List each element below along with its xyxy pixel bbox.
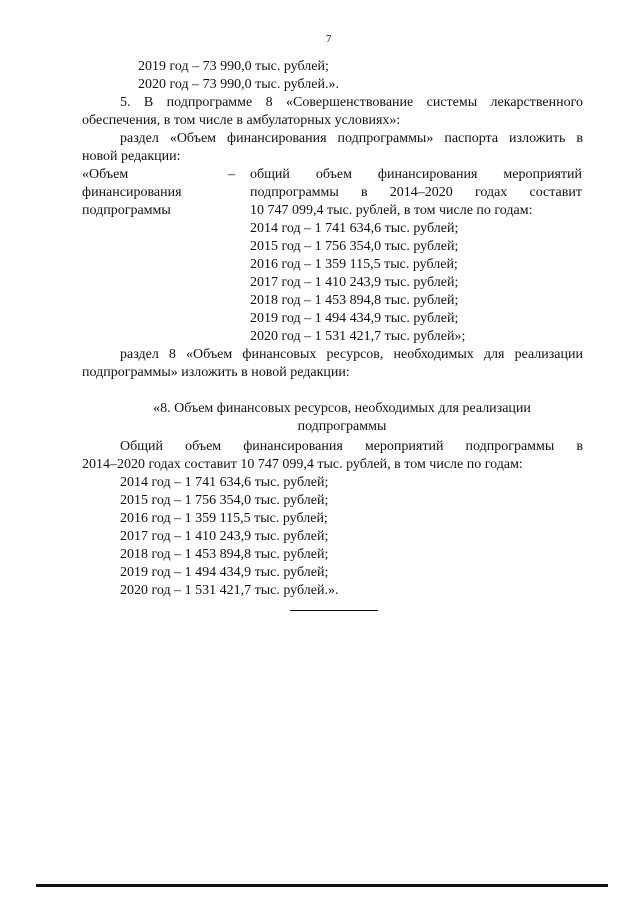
passport-dash: – [228,167,235,182]
bottom-edge-line [36,884,608,887]
page-number: 7 [326,33,332,45]
passport-year-line: 2019 год – 1 494 434,9 тыс. рублей; [250,311,459,326]
section8-year-line: 2017 год – 1 410 243,9 тыс. рублей; [120,529,329,544]
passport-value-line-2: подпрограммы в 2014–2020 годах составит [250,185,582,200]
section8-year-line: 2018 год – 1 453 894,8 тыс. рублей; [120,547,329,562]
passport-label-line-1: «Объем [82,167,129,182]
passport-label-line-3: подпрограммы [82,203,171,218]
passport-year-line: 2017 год – 1 410 243,9 тыс. рублей; [250,275,459,290]
section8-year-line: 2014 год – 1 741 634,6 тыс. рублей; [120,475,329,490]
year-2020-line: 2020 год – 73 990,0 тыс. рублей.». [138,77,339,92]
passport-year-line: 2015 год – 1 756 354,0 тыс. рублей; [250,239,459,254]
end-separator-line [290,610,378,611]
item-5-line-1: 5. В подпрограмме 8 «Совершенствование системы лекарственного [120,95,583,110]
section8-intro-line-2: подпрограммы» изложить в новой редакции: [82,365,350,380]
passport-year-line: 2018 год – 1 453 894,8 тыс. рублей; [250,293,459,308]
section8-body-line-1: Общий объем финансирования мероприятий подпрограммы в [120,439,583,454]
section8-year-line: 2015 год – 1 756 354,0 тыс. рублей; [120,493,329,508]
section8-heading-line-2: подпрограммы [297,419,387,434]
razdel-line-1: раздел «Объем финансирования подпрограммы» паспорта изложить в [120,131,583,146]
section8-year-line: 2020 год – 1 531 421,7 тыс. рублей.». [120,583,339,598]
year-2019-line: 2019 год – 73 990,0 тыс. рублей; [138,59,329,74]
item-5-line-2: обеспечения, в том числе в амбулаторных условиях»: [82,113,401,128]
section8-intro-line-1: раздел 8 «Объем финансовых ресурсов, необходимых для реализации [120,347,583,362]
section8-body-line-2: 2014–2020 годах составит 10 747 099,4 тыс. рублей, в том числе по годам: [82,457,523,472]
passport-value-line-1: общий объем финансирования мероприятий [250,167,582,182]
section8-year-line: 2019 год – 1 494 434,9 тыс. рублей; [120,565,329,580]
section8-year-line: 2016 год – 1 359 115,5 тыс. рублей; [120,511,328,526]
passport-value-line-3: 10 747 099,4 тыс. рублей, в том числе по годам: [250,203,533,218]
section8-heading-line-1: «8. Объем финансовых ресурсов, необходимых для реализации [153,401,531,416]
passport-year-line: 2016 год – 1 359 115,5 тыс. рублей; [250,257,458,272]
passport-year-line: 2014 год – 1 741 634,6 тыс. рублей; [250,221,459,236]
passport-label-line-2: финансирования [82,185,182,200]
razdel-line-2: новой редакции: [82,149,181,164]
passport-year-line: 2020 год – 1 531 421,7 тыс. рублей»; [250,329,466,344]
